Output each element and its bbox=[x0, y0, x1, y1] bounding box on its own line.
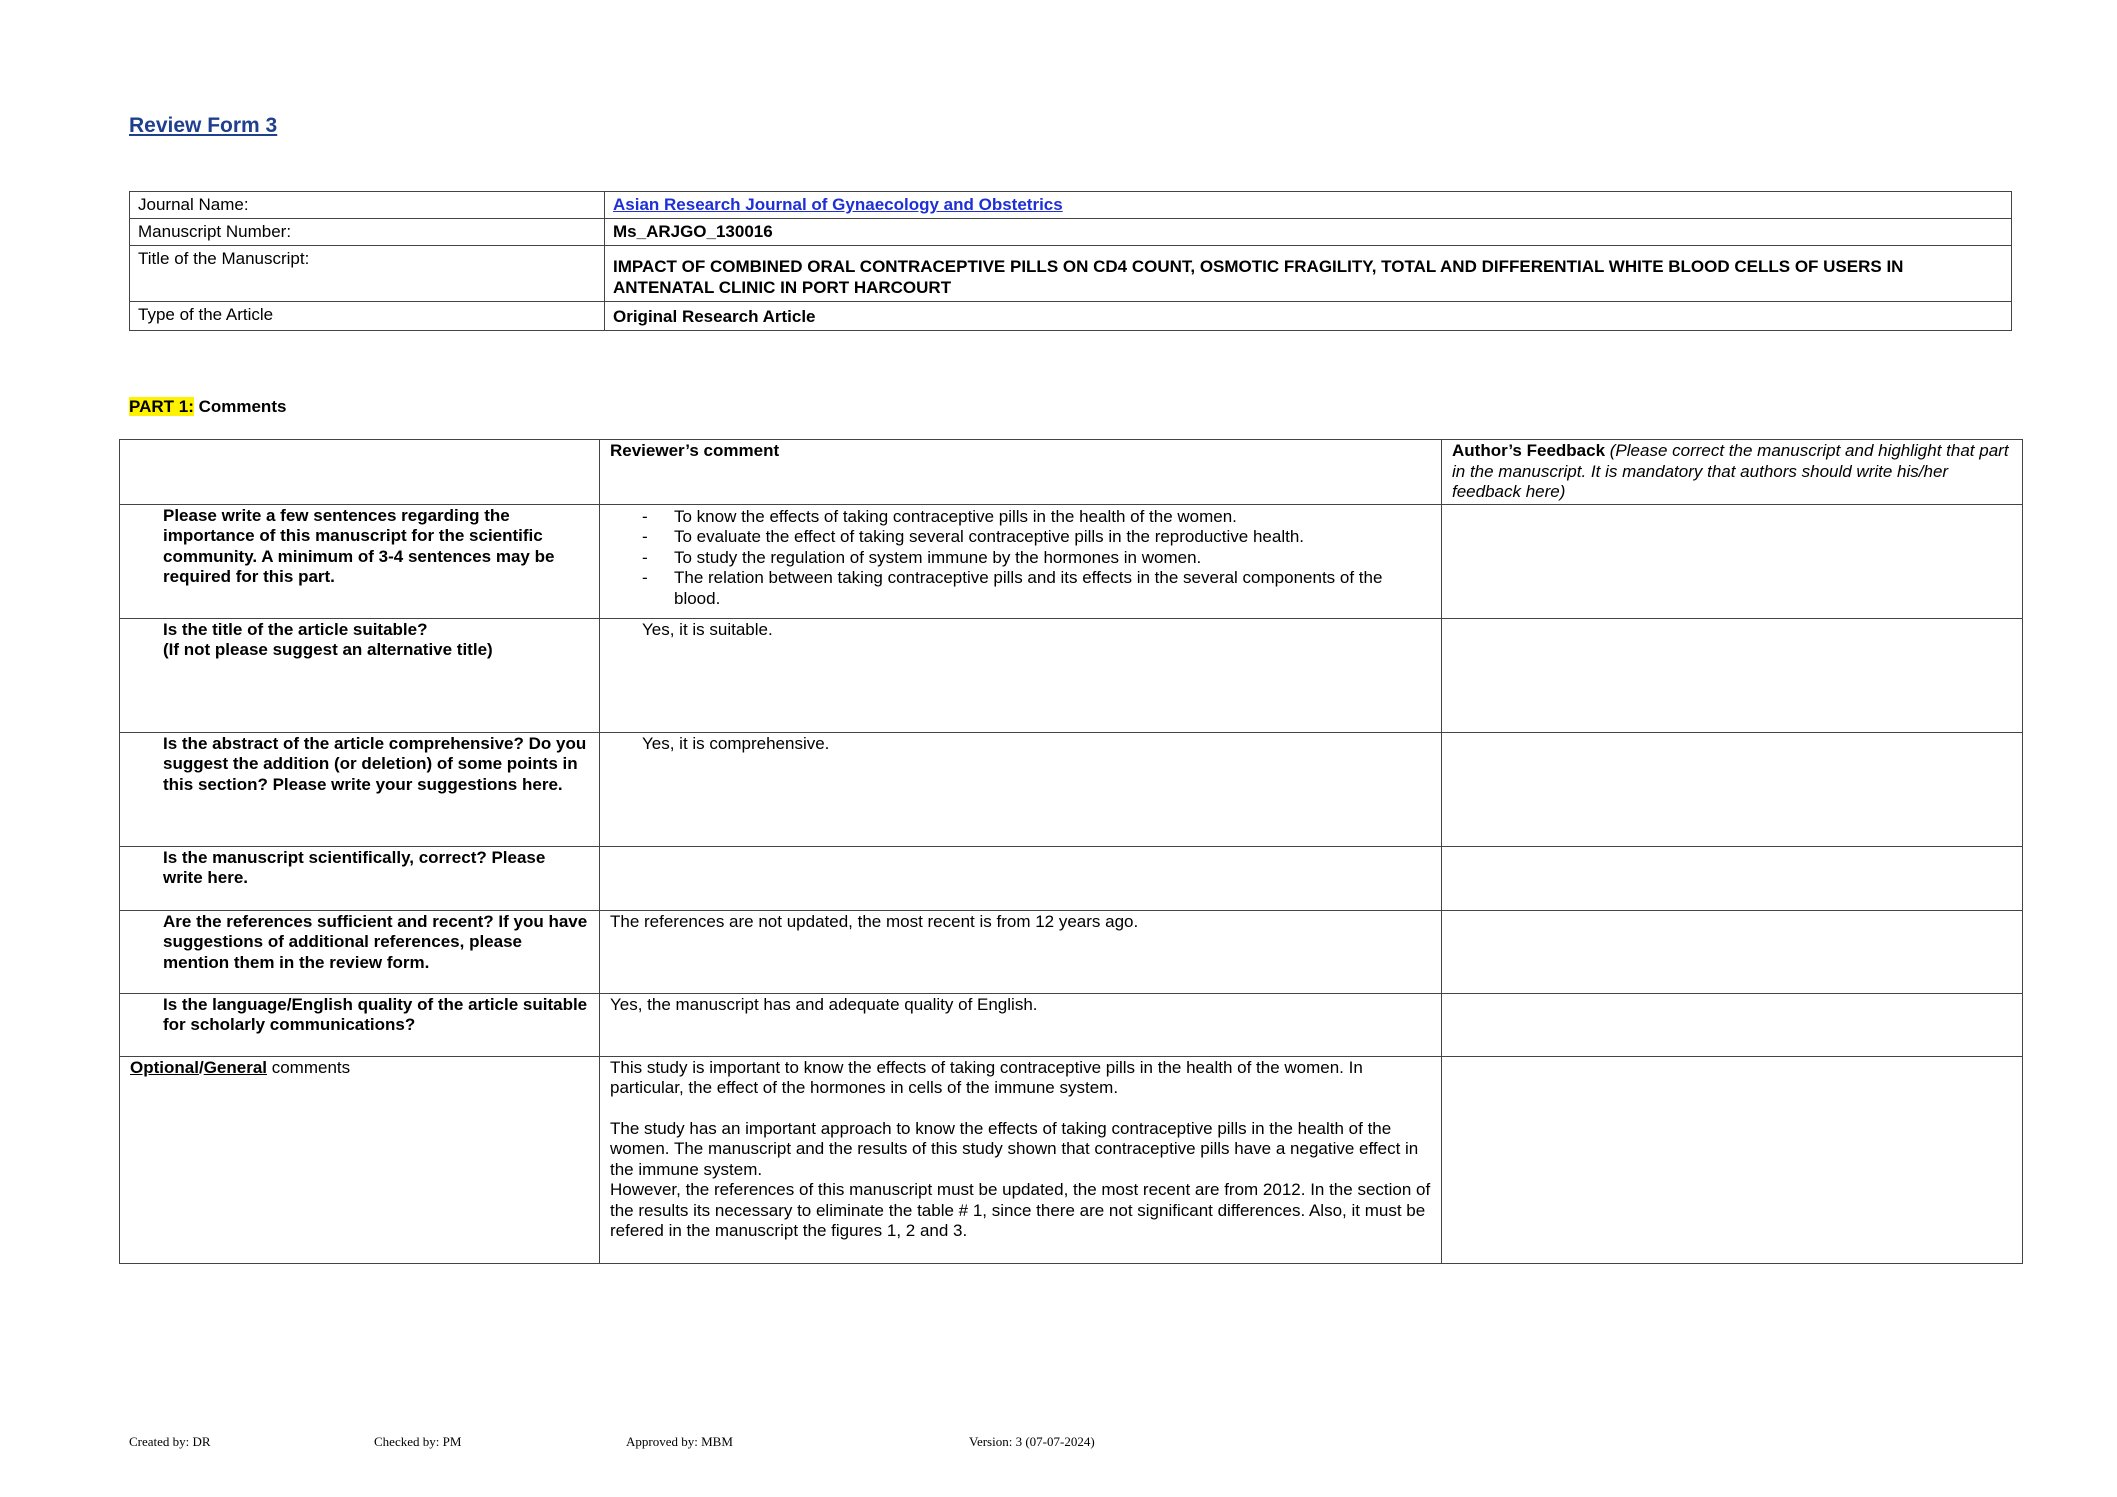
journal-label: Journal Name: bbox=[130, 192, 605, 219]
author-feedback-cell[interactable] bbox=[1442, 618, 2023, 732]
author-feedback-cell[interactable] bbox=[1442, 504, 2023, 618]
comments-word: comments bbox=[267, 1057, 351, 1077]
footer-approved-by: Approved by: MBM bbox=[626, 1434, 733, 1449]
importance-bullet-list bbox=[610, 507, 1431, 610]
question-importance: Please write a few sentences regarding the importance of this manuscript for the scientific community. A minimum of 3-4 sentences may be required for this part. bbox=[120, 504, 600, 618]
answer-abstract: Yes, it is comprehensive. bbox=[642, 733, 830, 753]
manuscript-info-table bbox=[129, 191, 2012, 331]
comment-row bbox=[120, 846, 2023, 910]
question-scientific: Is the manuscript scientifically, correct? Please write here. bbox=[120, 846, 600, 910]
list-item: - To study the regulation of system immune by the hormones in women. bbox=[642, 548, 1431, 569]
comments-table bbox=[119, 439, 2023, 1264]
list-item: - To know the effects of taking contraceptive pills in the health of the women. bbox=[642, 507, 1431, 528]
optional-word: Optional bbox=[130, 1057, 199, 1077]
comment-row bbox=[120, 504, 2023, 618]
optional-comments-cell bbox=[600, 1056, 1442, 1263]
question-language: Is the language/English quality of the article suitable for scholarly communications? bbox=[120, 993, 600, 1056]
manuscript-number-value: Ms_ARJGO_130016 bbox=[605, 219, 2012, 246]
optional-comments-row bbox=[120, 1056, 2023, 1263]
part1-title: Comments bbox=[193, 397, 287, 416]
question-title-suitable: Is the title of the article suitable? (If not please suggest an alternative title) bbox=[120, 618, 600, 732]
reviewer-comment-cell bbox=[600, 732, 1442, 846]
comment-row bbox=[120, 993, 2023, 1056]
header-author-feedback bbox=[1442, 440, 2023, 505]
reviewer-comment-cell bbox=[600, 846, 1442, 910]
part1-heading bbox=[129, 397, 286, 417]
comment-row bbox=[120, 618, 2023, 732]
author-feedback-cell[interactable] bbox=[1442, 910, 2023, 993]
author-feedback-instructions: (Please correct the manuscript and highlight that part in the manuscript. It is mandatory that authors should write his/her feedback here) bbox=[1452, 441, 2009, 501]
author-feedback-label: Author’s Feedback bbox=[1452, 441, 1606, 460]
reviewer-comment-cell bbox=[600, 618, 1442, 732]
answer-language: Yes, the manuscript has and adequate quality of English. bbox=[600, 993, 1442, 1056]
optional-slash: / bbox=[198, 1057, 204, 1077]
header-empty-cell bbox=[120, 440, 600, 505]
general-word: General bbox=[203, 1057, 267, 1077]
author-feedback-cell[interactable] bbox=[1442, 993, 2023, 1056]
author-feedback-cell[interactable] bbox=[1442, 846, 2023, 910]
question-abstract: Is the abstract of the article comprehensive? Do you suggest the addition (or deletion) of some points in this section? Please write your suggestions here. bbox=[120, 732, 600, 846]
list-item: - The relation between taking contraceptive pills and its effects in the several components of the blood. bbox=[642, 568, 1431, 609]
manuscript-number-label: Manuscript Number: bbox=[130, 219, 605, 246]
answer-title: Yes, it is suitable. bbox=[642, 619, 773, 639]
comments-header-row bbox=[120, 440, 2023, 505]
comment-row bbox=[120, 910, 2023, 993]
optional-general-label bbox=[120, 1056, 600, 1263]
journal-link[interactable]: Asian Research Journal of Gynaecology and Obstetrics bbox=[613, 195, 1063, 214]
optional-paragraph-2: The study has an important approach to know the effects of taking contraceptive pills in the health of the women. The manuscript and the results of this study shown that contraceptive pills have a negative effect in the immune system. bbox=[610, 1118, 1419, 1179]
optional-paragraph-3: However, the references of this manuscript must be updated, the most recent are from 2012. In the section of the results its necessary to eliminate the table # 1, since there are not significant differences. Also, it must be refered in the manuscript the figures 1, 2 and 3. bbox=[610, 1180, 1431, 1240]
author-feedback-cell[interactable] bbox=[1442, 732, 2023, 846]
journal-value-cell bbox=[605, 192, 2012, 219]
list-item: - To evaluate the effect of taking several contraceptive pills in the reproductive health. bbox=[642, 527, 1431, 548]
article-type-value: Original Research Article bbox=[605, 302, 2012, 331]
manuscript-title-value: IMPACT OF COMBINED ORAL CONTRACEPTIVE PILLS ON CD4 COUNT, OSMOTIC FRAGILITY, TOTAL AND DIFFERENTIAL WHITE BLOOD CELLS OF USERS IN ANTENATAL CLINIC IN PORT HARCOURT bbox=[605, 246, 2012, 302]
manuscript-title-row bbox=[130, 246, 2012, 302]
article-type-row bbox=[130, 302, 2012, 331]
manuscript-number-row bbox=[130, 219, 2012, 246]
article-type-label: Type of the Article bbox=[130, 302, 605, 331]
optional-paragraph-1: This study is important to know the effects of taking contraceptive pills in the health of the women. In particular, the effect of the hormones in cells of the immune system. bbox=[610, 1057, 1363, 1097]
footer-checked-by: Checked by: PM bbox=[374, 1434, 462, 1449]
part1-label: PART 1: bbox=[129, 397, 194, 416]
footer-version: Version: 3 (07-07-2024) bbox=[969, 1434, 1095, 1449]
footer-created-by: Created by: DR bbox=[129, 1434, 211, 1449]
author-feedback-cell[interactable] bbox=[1442, 1056, 2023, 1263]
answer-references: The references are not updated, the most recent is from 12 years ago. bbox=[600, 910, 1442, 993]
journal-row bbox=[130, 192, 2012, 219]
manuscript-title-label: Title of the Manuscript: bbox=[130, 246, 605, 302]
header-reviewer-comment: Reviewer’s comment bbox=[600, 440, 1442, 505]
reviewer-comment-cell bbox=[600, 504, 1442, 618]
question-references: Are the references sufficient and recent? If you have suggestions of additional references, please mention them in the review form. bbox=[120, 910, 600, 993]
comment-row bbox=[120, 732, 2023, 846]
form-title: Review Form 3 bbox=[129, 114, 278, 137]
